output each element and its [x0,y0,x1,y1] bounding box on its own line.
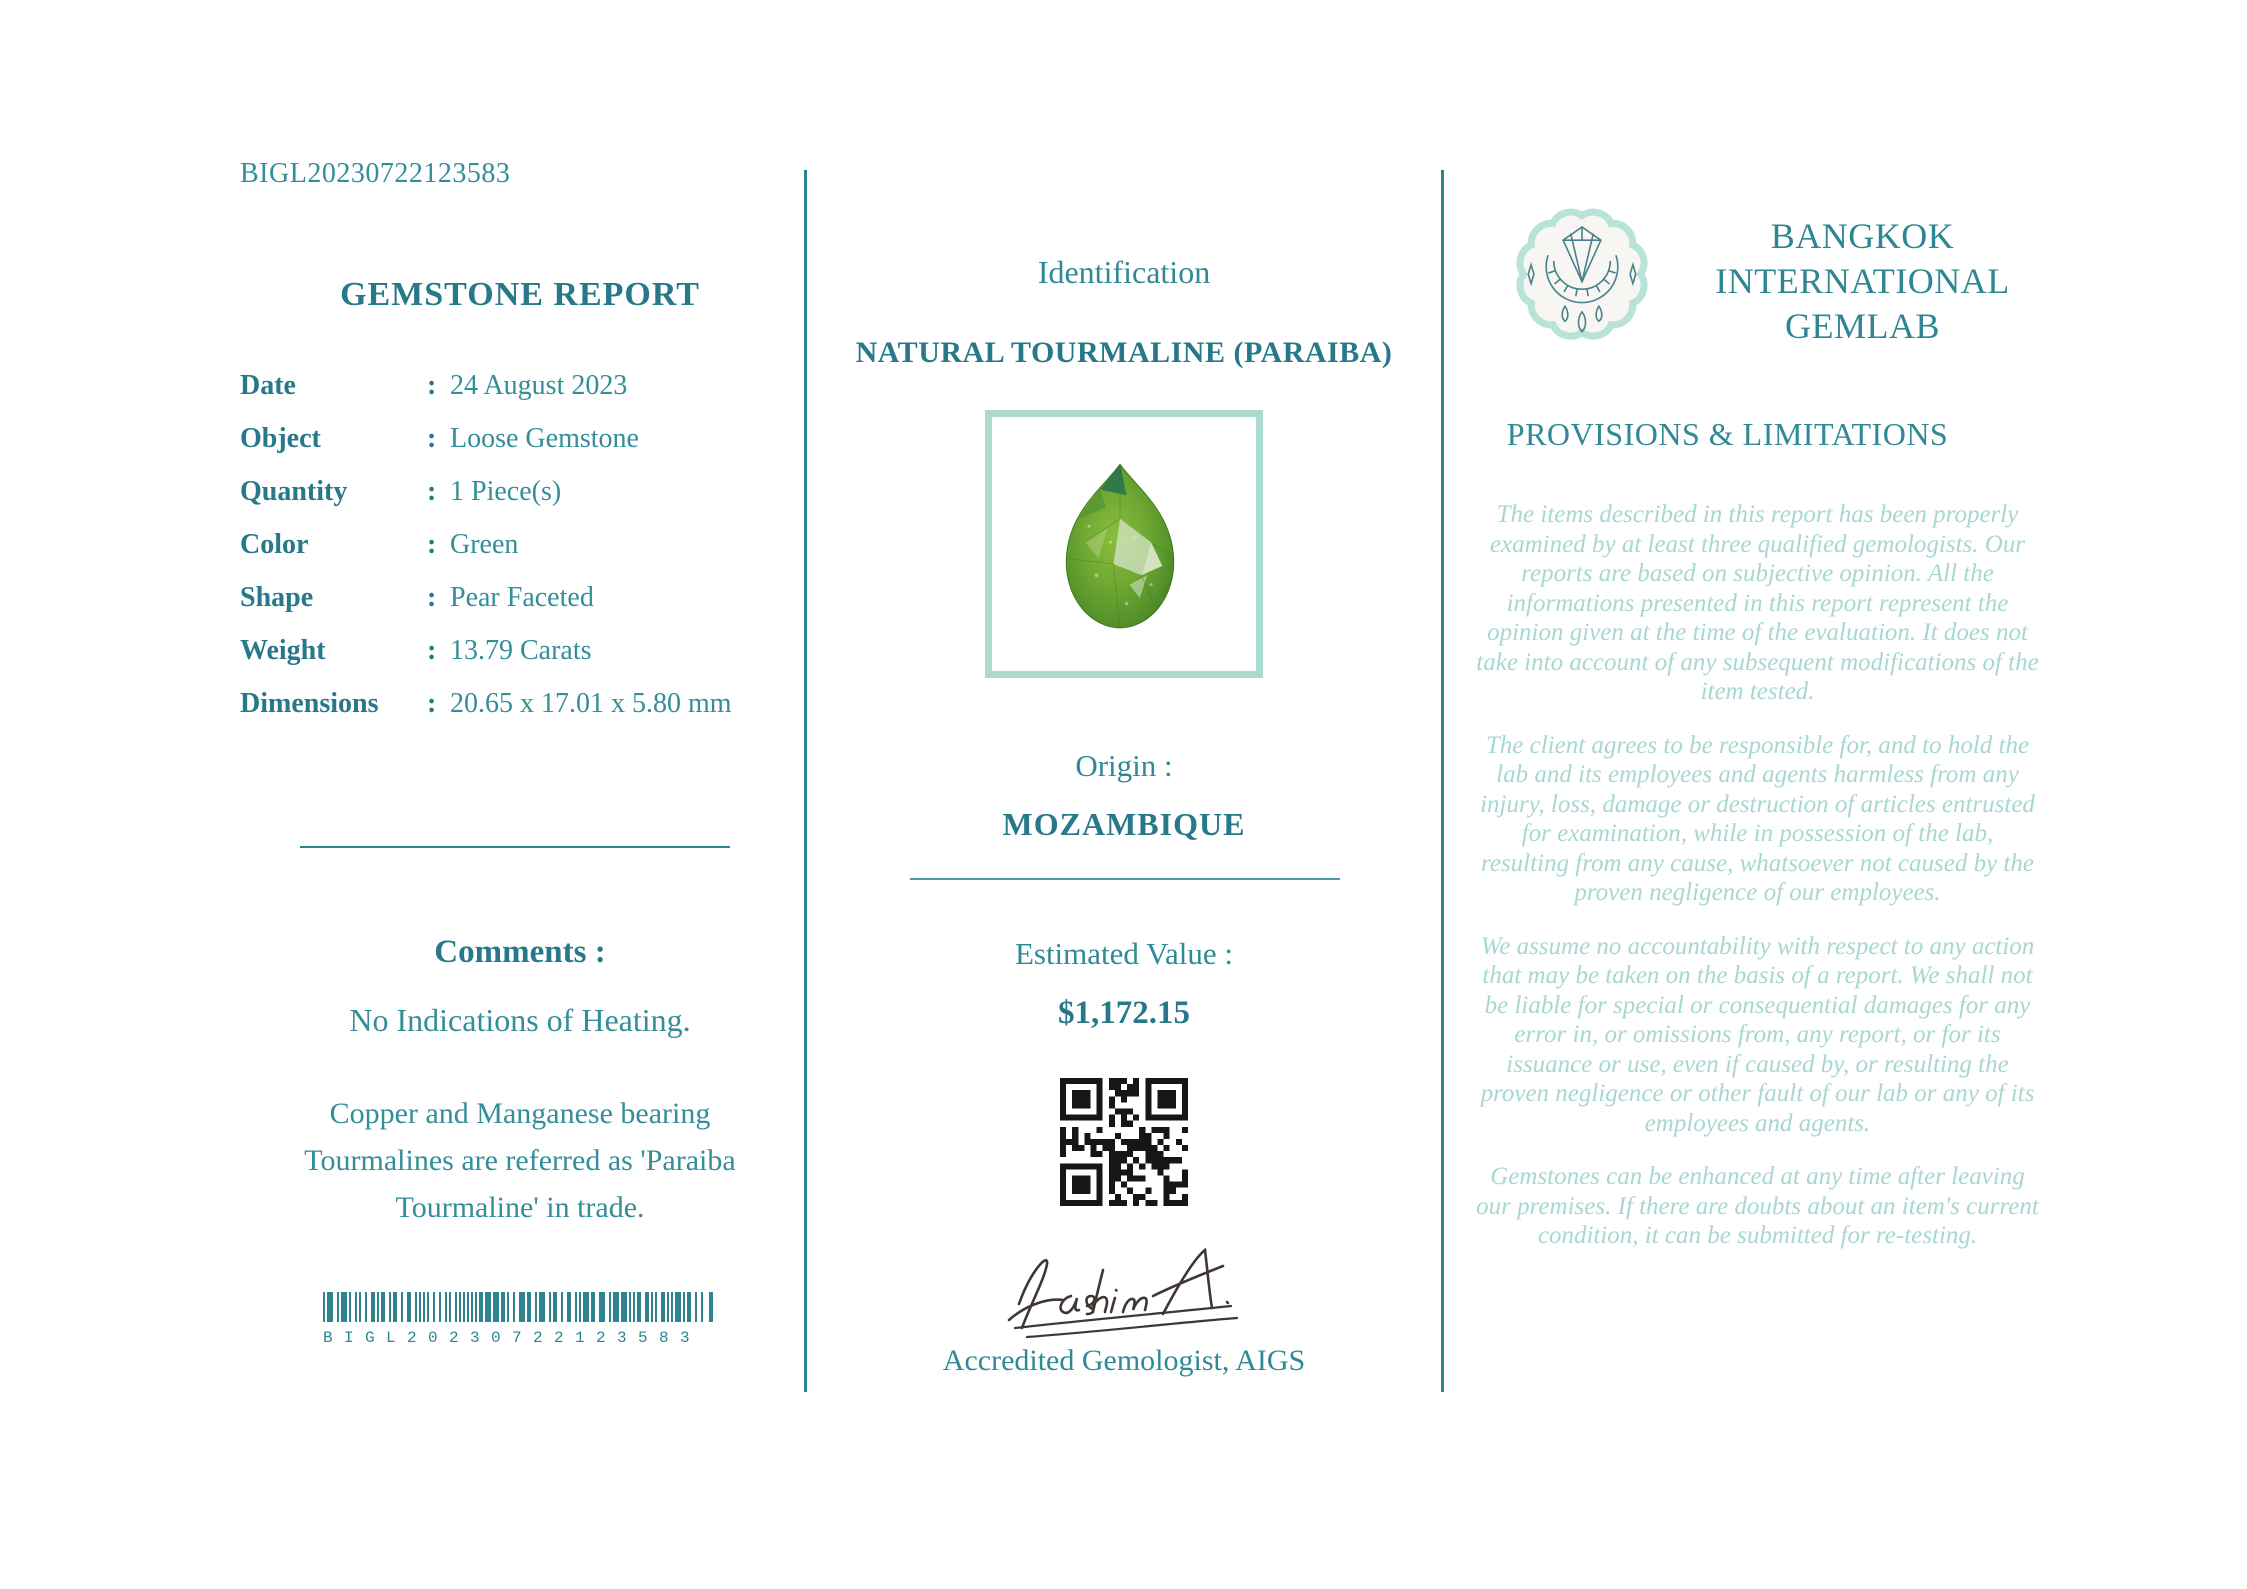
origin-divider-line [910,878,1340,880]
field-row-quantity [240,476,780,529]
field-label: Shape [240,582,314,613]
field-value: Pear Faceted [450,582,594,613]
field-colon: : [427,476,437,507]
provisions-paragraph: The client agrees to be responsible for, and to hold the lab and its employees and agents harmless from any injury, loss, damage or destruction of articles entrusted for examination, while in possession of the lab, resulting from any cause, whatsoever not caused by the proven negligence of our employees. [1480,731,2035,906]
estimated-value-label: Estimated Value : [1014,936,1234,971]
field-row-dimensions [240,688,780,741]
lab-name-line: INTERNATIONAL [1715,261,2010,301]
barcode-text: BIGL20230722123583 [323,1329,702,1347]
field-label: Weight [240,635,326,666]
lab-name-line: BANGKOK [1770,216,1955,256]
gem-name: NATURAL TOURMALINE (PARAIBA) [855,336,1393,369]
comments-paragraph: Copper and Manganese bearing Tourmalines are referred as 'Paraiba Tourmaline' in trade. [304,1097,736,1224]
field-value: 13.79 Carats [450,635,592,666]
gem-image [1040,449,1200,645]
provisions-paragraph: Gemstones can be enhanced at any time after leaving our premises. If there are doubts about an item's current condition, it can be submitted for re-testing. [1476,1163,2039,1249]
field-value: 1 Piece(s) [450,476,562,507]
provisions-paragraph: We assume no accountability with respect to any action that may be taken on the basis of a report. We shall not be liable for special or consequential damages for any error in, or omissions from, any report, or for its issuance or use, even if caused by, or resulting the proven negligence or other fault of our lab or any of its employees and agents. [1480,932,2035,1137]
barcode-icon [323,1292,713,1322]
report-number: BIGL20230722123583 [240,158,511,189]
lab-name [1690,214,2035,349]
provisions-text [1475,500,2040,1275]
field-label: Dimensions [240,688,379,719]
column-divider-right [1441,170,1444,1392]
field-colon: : [427,529,437,560]
field-row-date [240,370,780,423]
column-divider-left [804,170,807,1392]
field-colon: : [427,688,437,719]
provisions-paragraph: The items described in this report has been properly examined by at least three qualified gemologists. Our reports are based on subjective opinion. All the informations presented in this report represent the opinion given at the time of the evaluation. It does not take into account of any subsequent modifications of the item tested. [1476,501,2039,705]
field-value: 20.65 x 17.01 x 5.80 mm [450,688,732,719]
field-value: Loose Gemstone [450,423,639,454]
report-fields [240,370,780,741]
field-colon: : [427,423,437,454]
lab-name-line: GEMLAB [1785,306,1940,346]
barcode [323,1292,713,1347]
field-label: Date [240,370,296,401]
field-colon: : [427,370,437,401]
report-title: GEMSTONE REPORT [340,276,700,313]
field-row-weight [240,635,780,688]
origin-label: Origin : [1075,748,1173,783]
origin-value: MOZAMBIQUE [1002,806,1246,842]
comments-note: No Indications of Heating. [349,1002,691,1038]
comments-heading: Comments : [434,934,606,970]
field-row-color [240,529,780,582]
field-label: Quantity [240,476,348,507]
accredited-gemologist-title: Accredited Gemologist, AIGS [942,1344,1306,1377]
qr-code-icon [1060,1078,1188,1206]
gem-photo-frame [985,410,1263,678]
field-label: Color [240,529,309,560]
field-row-shape [240,582,780,635]
field-value: 24 August 2023 [450,370,628,401]
field-row-object [240,423,780,476]
estimated-value: $1,172.15 [1058,995,1190,1031]
left-column-divider-line [300,846,730,848]
provisions-heading: PROVISIONS & LIMITATIONS [1506,416,1949,452]
field-label: Object [240,423,321,454]
identification-heading: Identification [1037,254,1211,290]
lab-logo [1516,200,1648,352]
field-value: Green [450,529,519,560]
field-colon: : [427,635,437,666]
signature [1005,1244,1245,1340]
field-colon: : [427,582,437,613]
